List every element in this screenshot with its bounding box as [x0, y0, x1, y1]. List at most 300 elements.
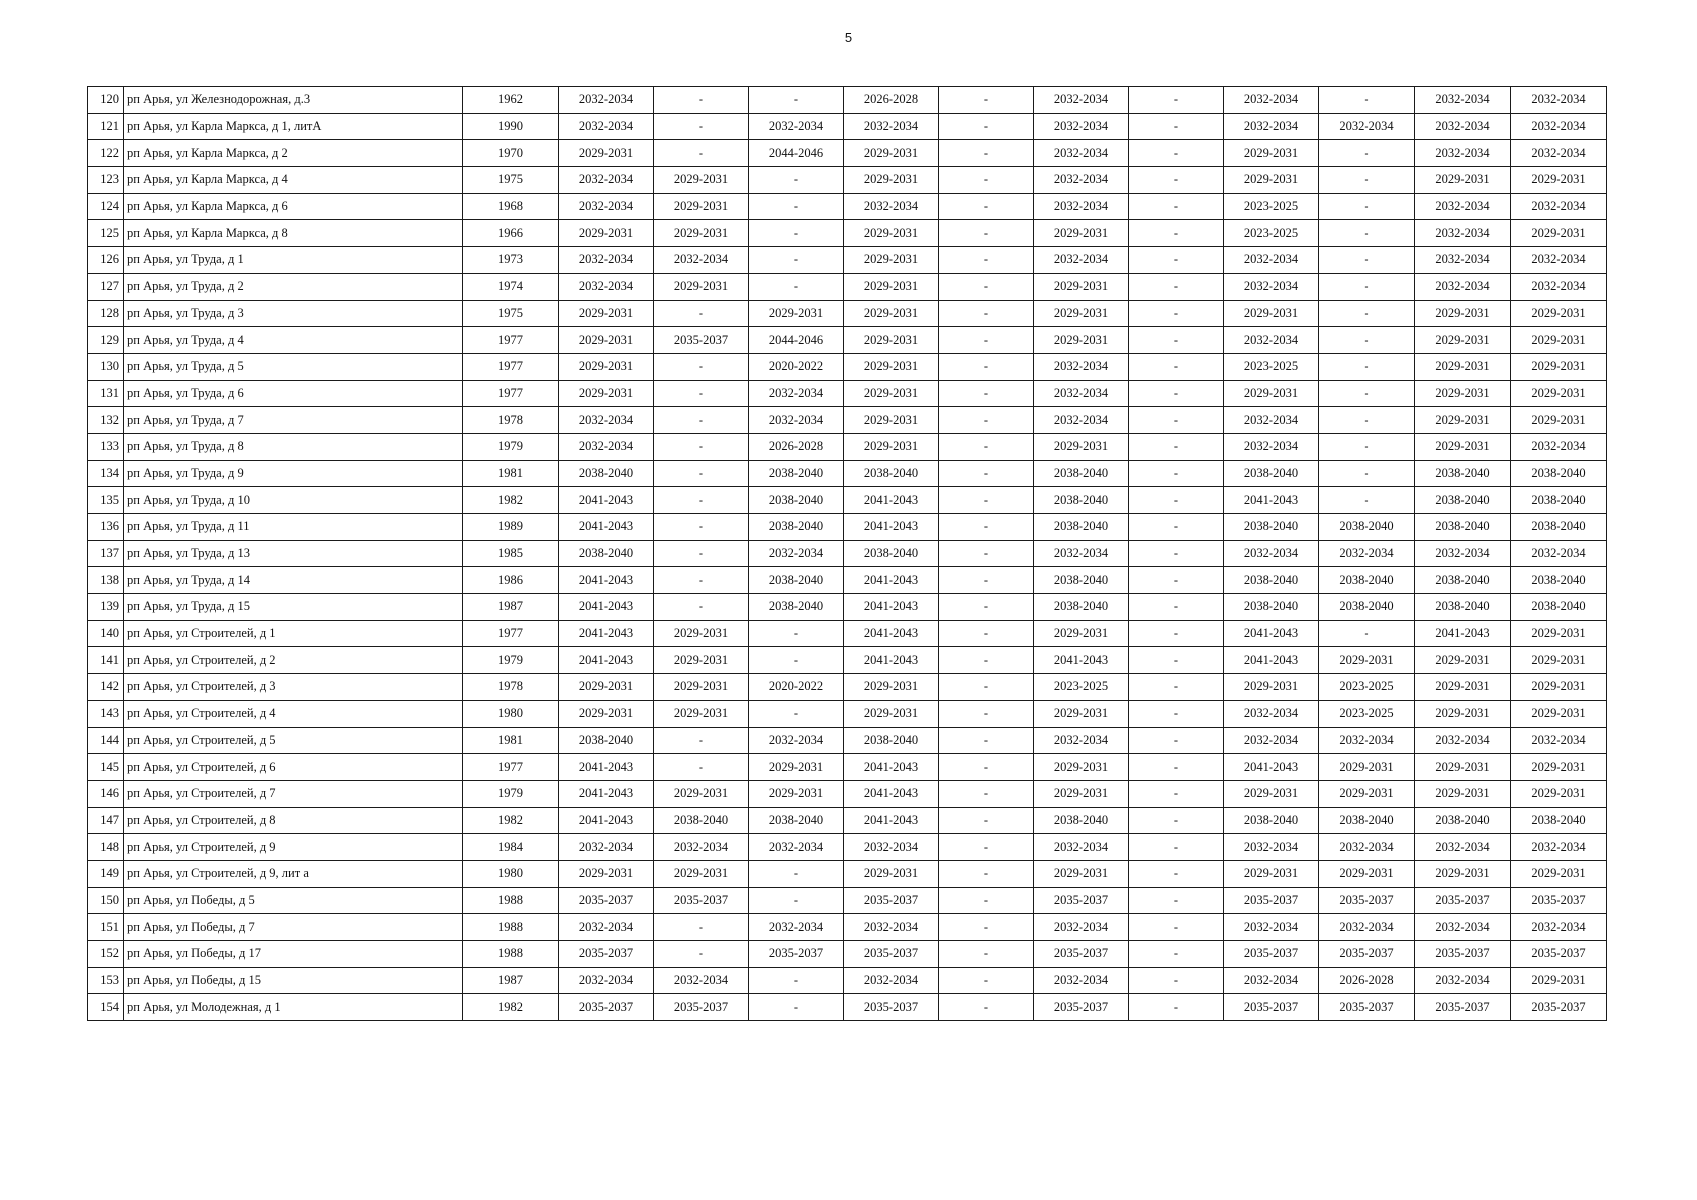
- period-cell: -: [1319, 273, 1415, 300]
- row-number-cell: 153: [88, 967, 124, 994]
- table-row: [88, 540, 1607, 567]
- period-cell: -: [1129, 273, 1224, 300]
- period-cell: 2032-2034: [1415, 273, 1511, 300]
- repair-schedule-table: [87, 86, 1607, 1021]
- period-cell: 2032-2034: [1224, 113, 1319, 140]
- period-cell: -: [1129, 967, 1224, 994]
- address-cell: рп Арья, ул Победы, д 17: [124, 941, 463, 968]
- period-cell: 2023-2025: [1319, 674, 1415, 701]
- address-cell: рп Арья, ул Карла Маркса, д 6: [124, 193, 463, 220]
- period-cell: 2041-2043: [844, 807, 939, 834]
- period-cell: 2029-2031: [844, 433, 939, 460]
- period-cell: 2035-2037: [1415, 887, 1511, 914]
- period-cell: -: [939, 353, 1034, 380]
- address-cell: рп Арья, ул Строителей, д 9: [124, 834, 463, 861]
- period-cell: 2032-2034: [1224, 914, 1319, 941]
- period-cell: 2041-2043: [844, 567, 939, 594]
- period-cell: 2044-2046: [749, 140, 844, 167]
- address-cell: рп Арья, ул Строителей, д 4: [124, 700, 463, 727]
- table-row: [88, 193, 1607, 220]
- table-row: [88, 487, 1607, 514]
- period-cell: 2032-2034: [1034, 140, 1129, 167]
- period-cell: 2029-2031: [654, 860, 749, 887]
- row-number-cell: 133: [88, 433, 124, 460]
- table-row: [88, 327, 1607, 354]
- period-cell: -: [1319, 193, 1415, 220]
- period-cell: -: [654, 140, 749, 167]
- period-cell: 2038-2040: [1415, 487, 1511, 514]
- period-cell: 2029-2031: [559, 353, 654, 380]
- period-cell: -: [939, 754, 1034, 781]
- period-cell: 2029-2031: [749, 780, 844, 807]
- row-number-cell: 145: [88, 754, 124, 781]
- period-cell: -: [939, 780, 1034, 807]
- table-row: [88, 247, 1607, 274]
- period-cell: 2038-2040: [1224, 567, 1319, 594]
- period-cell: 2023-2025: [1319, 700, 1415, 727]
- year-built-cell: 1973: [463, 247, 559, 274]
- period-cell: -: [749, 860, 844, 887]
- period-cell: -: [1319, 327, 1415, 354]
- table-row: [88, 273, 1607, 300]
- period-cell: 2038-2040: [1224, 807, 1319, 834]
- period-cell: 2032-2034: [559, 967, 654, 994]
- year-built-cell: 1975: [463, 167, 559, 194]
- period-cell: 2032-2034: [559, 193, 654, 220]
- period-cell: -: [1129, 167, 1224, 194]
- period-cell: 2032-2034: [749, 914, 844, 941]
- period-cell: 2035-2037: [1319, 887, 1415, 914]
- period-cell: -: [939, 140, 1034, 167]
- table-row: [88, 674, 1607, 701]
- period-cell: 2041-2043: [559, 807, 654, 834]
- period-cell: 2038-2040: [1415, 460, 1511, 487]
- period-cell: -: [1129, 727, 1224, 754]
- row-number-cell: 120: [88, 87, 124, 114]
- period-cell: 2038-2040: [1034, 460, 1129, 487]
- period-cell: 2041-2043: [844, 754, 939, 781]
- period-cell: 2032-2034: [559, 247, 654, 274]
- period-cell: 2032-2034: [559, 834, 654, 861]
- period-cell: 2032-2034: [1511, 727, 1607, 754]
- period-cell: -: [939, 567, 1034, 594]
- page-number: 5: [844, 30, 853, 45]
- year-built-cell: 1978: [463, 674, 559, 701]
- address-cell: рп Арья, ул Труда, д 2: [124, 273, 463, 300]
- period-cell: 2029-2031: [1034, 700, 1129, 727]
- period-cell: 2041-2043: [559, 514, 654, 541]
- period-cell: -: [939, 327, 1034, 354]
- period-cell: 2035-2037: [844, 941, 939, 968]
- period-cell: 2029-2031: [844, 273, 939, 300]
- period-cell: -: [1129, 460, 1224, 487]
- year-built-cell: 1977: [463, 327, 559, 354]
- period-cell: 2029-2031: [844, 327, 939, 354]
- table-row: [88, 460, 1607, 487]
- period-cell: 2029-2031: [1224, 140, 1319, 167]
- period-cell: 2029-2031: [844, 220, 939, 247]
- period-cell: 2029-2031: [1319, 780, 1415, 807]
- period-cell: -: [1129, 433, 1224, 460]
- period-cell: 2029-2031: [1511, 647, 1607, 674]
- period-cell: 2038-2040: [1224, 514, 1319, 541]
- period-cell: 2032-2034: [844, 967, 939, 994]
- period-cell: 2029-2031: [559, 327, 654, 354]
- period-cell: -: [749, 273, 844, 300]
- period-cell: 2038-2040: [749, 514, 844, 541]
- period-cell: 2032-2034: [559, 433, 654, 460]
- period-cell: 2032-2034: [1224, 407, 1319, 434]
- address-cell: рп Арья, ул Карла Маркса, д 1, литА: [124, 113, 463, 140]
- period-cell: 2032-2034: [1415, 220, 1511, 247]
- period-cell: 2029-2031: [559, 380, 654, 407]
- period-cell: 2029-2031: [1415, 167, 1511, 194]
- period-cell: 2032-2034: [1224, 700, 1319, 727]
- table-row: [88, 700, 1607, 727]
- period-cell: 2032-2034: [1034, 87, 1129, 114]
- period-cell: 2035-2037: [1511, 994, 1607, 1021]
- period-cell: 2035-2037: [1415, 994, 1511, 1021]
- period-cell: -: [1129, 887, 1224, 914]
- row-number-cell: 125: [88, 220, 124, 247]
- period-cell: 2029-2031: [654, 193, 749, 220]
- period-cell: 2038-2040: [1319, 514, 1415, 541]
- period-cell: 2026-2028: [749, 433, 844, 460]
- period-cell: 2038-2040: [654, 807, 749, 834]
- period-cell: 2032-2034: [749, 113, 844, 140]
- address-cell: рп Арья, ул Карла Маркса, д 8: [124, 220, 463, 247]
- table-row: [88, 914, 1607, 941]
- period-cell: 2032-2034: [1415, 834, 1511, 861]
- period-cell: 2035-2037: [1224, 994, 1319, 1021]
- period-cell: -: [939, 193, 1034, 220]
- period-cell: 2041-2043: [559, 780, 654, 807]
- row-number-cell: 142: [88, 674, 124, 701]
- period-cell: 2032-2034: [1224, 273, 1319, 300]
- period-cell: 2041-2043: [844, 594, 939, 621]
- address-cell: рп Арья, ул Победы, д 15: [124, 967, 463, 994]
- address-cell: рп Арья, ул Строителей, д 8: [124, 807, 463, 834]
- period-cell: 2026-2028: [1319, 967, 1415, 994]
- period-cell: 2029-2031: [654, 273, 749, 300]
- year-built-cell: 1989: [463, 514, 559, 541]
- period-cell: 2038-2040: [559, 460, 654, 487]
- period-cell: 2029-2031: [654, 647, 749, 674]
- period-cell: 2029-2031: [1511, 754, 1607, 781]
- table-row: [88, 433, 1607, 460]
- year-built-cell: 1977: [463, 353, 559, 380]
- row-number-cell: 128: [88, 300, 124, 327]
- table-row: [88, 620, 1607, 647]
- period-cell: -: [654, 594, 749, 621]
- period-cell: -: [1129, 193, 1224, 220]
- period-cell: 2029-2031: [1319, 647, 1415, 674]
- period-cell: 2032-2034: [1034, 193, 1129, 220]
- period-cell: -: [749, 647, 844, 674]
- row-number-cell: 129: [88, 327, 124, 354]
- period-cell: 2032-2034: [1511, 540, 1607, 567]
- period-cell: -: [1129, 834, 1224, 861]
- row-number-cell: 134: [88, 460, 124, 487]
- period-cell: -: [939, 967, 1034, 994]
- period-cell: 2032-2034: [1224, 247, 1319, 274]
- year-built-cell: 1984: [463, 834, 559, 861]
- table-row: [88, 780, 1607, 807]
- period-cell: -: [939, 700, 1034, 727]
- period-cell: 2032-2034: [559, 113, 654, 140]
- period-cell: -: [1319, 247, 1415, 274]
- address-cell: рп Арья, ул Труда, д 14: [124, 567, 463, 594]
- address-cell: рп Арья, ул Строителей, д 9, лит а: [124, 860, 463, 887]
- table-row: [88, 567, 1607, 594]
- period-cell: 2032-2034: [1511, 113, 1607, 140]
- period-cell: 2038-2040: [749, 594, 844, 621]
- period-cell: 2041-2043: [1224, 620, 1319, 647]
- period-cell: 2032-2034: [1415, 193, 1511, 220]
- period-cell: 2035-2037: [1224, 887, 1319, 914]
- period-cell: -: [939, 300, 1034, 327]
- period-cell: 2032-2034: [1415, 914, 1511, 941]
- year-built-cell: 1962: [463, 87, 559, 114]
- period-cell: 2020-2022: [749, 353, 844, 380]
- period-cell: 2029-2031: [1511, 380, 1607, 407]
- period-cell: 2032-2034: [844, 193, 939, 220]
- period-cell: 2035-2037: [1511, 887, 1607, 914]
- period-cell: 2038-2040: [1034, 487, 1129, 514]
- row-number-cell: 143: [88, 700, 124, 727]
- row-number-cell: 135: [88, 487, 124, 514]
- period-cell: -: [939, 887, 1034, 914]
- period-cell: 2032-2034: [1034, 967, 1129, 994]
- period-cell: 2035-2037: [844, 887, 939, 914]
- period-cell: 2032-2034: [654, 967, 749, 994]
- row-number-cell: 130: [88, 353, 124, 380]
- address-cell: рп Арья, ул Труда, д 11: [124, 514, 463, 541]
- period-cell: -: [939, 167, 1034, 194]
- period-cell: 2029-2031: [1034, 273, 1129, 300]
- period-cell: 2032-2034: [559, 167, 654, 194]
- period-cell: -: [1319, 353, 1415, 380]
- row-number-cell: 131: [88, 380, 124, 407]
- period-cell: -: [939, 647, 1034, 674]
- period-cell: 2038-2040: [559, 727, 654, 754]
- period-cell: 2032-2034: [1319, 914, 1415, 941]
- period-cell: -: [654, 941, 749, 968]
- period-cell: 2038-2040: [1319, 567, 1415, 594]
- period-cell: -: [1129, 914, 1224, 941]
- period-cell: 2032-2034: [1319, 727, 1415, 754]
- period-cell: 2032-2034: [1034, 167, 1129, 194]
- period-cell: 2032-2034: [1415, 140, 1511, 167]
- period-cell: 2035-2037: [559, 941, 654, 968]
- period-cell: -: [1129, 380, 1224, 407]
- year-built-cell: 1977: [463, 754, 559, 781]
- period-cell: 2041-2043: [1415, 620, 1511, 647]
- period-cell: -: [1129, 754, 1224, 781]
- row-number-cell: 148: [88, 834, 124, 861]
- period-cell: -: [1129, 353, 1224, 380]
- period-cell: -: [1319, 433, 1415, 460]
- table-row: [88, 807, 1607, 834]
- period-cell: 2029-2031: [1415, 327, 1511, 354]
- period-cell: -: [1319, 87, 1415, 114]
- period-cell: 2041-2043: [844, 514, 939, 541]
- address-cell: рп Арья, ул Труда, д 3: [124, 300, 463, 327]
- period-cell: 2029-2031: [559, 140, 654, 167]
- period-cell: -: [749, 967, 844, 994]
- period-cell: -: [1129, 87, 1224, 114]
- period-cell: 2032-2034: [1511, 273, 1607, 300]
- period-cell: 2029-2031: [1511, 167, 1607, 194]
- address-cell: рп Арья, ул Строителей, д 6: [124, 754, 463, 781]
- period-cell: 2032-2034: [1034, 353, 1129, 380]
- address-cell: рп Арья, ул Труда, д 5: [124, 353, 463, 380]
- period-cell: 2029-2031: [1415, 754, 1511, 781]
- year-built-cell: 1970: [463, 140, 559, 167]
- period-cell: 2032-2034: [1511, 433, 1607, 460]
- table-row: [88, 167, 1607, 194]
- row-number-cell: 149: [88, 860, 124, 887]
- period-cell: 2032-2034: [1415, 87, 1511, 114]
- period-cell: 2023-2025: [1224, 220, 1319, 247]
- year-built-cell: 1990: [463, 113, 559, 140]
- period-cell: -: [1319, 220, 1415, 247]
- address-cell: рп Арья, ул Труда, д 1: [124, 247, 463, 274]
- period-cell: -: [1129, 113, 1224, 140]
- period-cell: 2029-2031: [1034, 327, 1129, 354]
- period-cell: 2038-2040: [1319, 807, 1415, 834]
- period-cell: 2029-2031: [749, 300, 844, 327]
- period-cell: 2029-2031: [844, 353, 939, 380]
- period-cell: 2041-2043: [844, 780, 939, 807]
- period-cell: 2020-2022: [749, 674, 844, 701]
- period-cell: -: [939, 113, 1034, 140]
- period-cell: 2032-2034: [1511, 914, 1607, 941]
- period-cell: -: [1129, 700, 1224, 727]
- period-cell: 2029-2031: [1224, 780, 1319, 807]
- period-cell: 2032-2034: [559, 273, 654, 300]
- period-cell: 2029-2031: [844, 700, 939, 727]
- period-cell: 2029-2031: [1511, 220, 1607, 247]
- period-cell: -: [1129, 620, 1224, 647]
- period-cell: -: [1319, 407, 1415, 434]
- period-cell: 2038-2040: [1034, 514, 1129, 541]
- period-cell: -: [654, 754, 749, 781]
- period-cell: 2038-2040: [1511, 807, 1607, 834]
- row-number-cell: 127: [88, 273, 124, 300]
- period-cell: 2029-2031: [1415, 407, 1511, 434]
- row-number-cell: 138: [88, 567, 124, 594]
- address-cell: рп Арья, ул Труда, д 7: [124, 407, 463, 434]
- year-built-cell: 1979: [463, 433, 559, 460]
- address-cell: рп Арья, ул Молодежная, д 1: [124, 994, 463, 1021]
- period-cell: -: [654, 300, 749, 327]
- address-cell: рп Арья, ул Труда, д 8: [124, 433, 463, 460]
- period-cell: 2038-2040: [1415, 807, 1511, 834]
- period-cell: 2029-2031: [1511, 407, 1607, 434]
- period-cell: -: [749, 620, 844, 647]
- period-cell: 2038-2040: [1511, 487, 1607, 514]
- period-cell: 2032-2034: [1511, 87, 1607, 114]
- period-cell: 2035-2037: [559, 994, 654, 1021]
- address-cell: рп Арья, ул Труда, д 6: [124, 380, 463, 407]
- period-cell: 2041-2043: [1034, 647, 1129, 674]
- period-cell: -: [749, 193, 844, 220]
- period-cell: 2032-2034: [749, 727, 844, 754]
- period-cell: 2032-2034: [1224, 433, 1319, 460]
- period-cell: 2041-2043: [559, 487, 654, 514]
- period-cell: -: [939, 247, 1034, 274]
- period-cell: 2035-2037: [1319, 941, 1415, 968]
- period-cell: -: [939, 860, 1034, 887]
- year-built-cell: 1981: [463, 460, 559, 487]
- year-built-cell: 1980: [463, 700, 559, 727]
- year-built-cell: 1987: [463, 594, 559, 621]
- period-cell: 2029-2031: [844, 247, 939, 274]
- period-cell: 2035-2037: [844, 994, 939, 1021]
- period-cell: 2038-2040: [1415, 514, 1511, 541]
- period-cell: 2029-2031: [1224, 300, 1319, 327]
- period-cell: 2029-2031: [1511, 300, 1607, 327]
- period-cell: 2032-2034: [1319, 540, 1415, 567]
- period-cell: 2032-2034: [1511, 193, 1607, 220]
- period-cell: 2032-2034: [1511, 834, 1607, 861]
- period-cell: -: [939, 460, 1034, 487]
- table-row: [88, 407, 1607, 434]
- table-row: [88, 754, 1607, 781]
- period-cell: 2029-2031: [749, 754, 844, 781]
- period-cell: -: [1129, 514, 1224, 541]
- period-cell: 2029-2031: [559, 860, 654, 887]
- period-cell: -: [749, 167, 844, 194]
- row-number-cell: 144: [88, 727, 124, 754]
- table-row: [88, 834, 1607, 861]
- period-cell: 2035-2037: [1224, 941, 1319, 968]
- year-built-cell: 1988: [463, 941, 559, 968]
- row-number-cell: 137: [88, 540, 124, 567]
- period-cell: 2029-2031: [844, 860, 939, 887]
- period-cell: -: [939, 87, 1034, 114]
- period-cell: 2035-2037: [749, 941, 844, 968]
- period-cell: -: [939, 620, 1034, 647]
- period-cell: 2038-2040: [749, 807, 844, 834]
- year-built-cell: 1977: [463, 620, 559, 647]
- period-cell: 2032-2034: [1034, 113, 1129, 140]
- period-cell: 2032-2034: [1034, 834, 1129, 861]
- table-row: [88, 647, 1607, 674]
- period-cell: 2032-2034: [1224, 967, 1319, 994]
- period-cell: 2023-2025: [1224, 193, 1319, 220]
- address-cell: рп Арья, ул Железнодорожная, д.3: [124, 87, 463, 114]
- row-number-cell: 136: [88, 514, 124, 541]
- period-cell: 2032-2034: [1224, 727, 1319, 754]
- period-cell: 2032-2034: [844, 834, 939, 861]
- period-cell: 2035-2037: [1034, 994, 1129, 1021]
- period-cell: 2032-2034: [749, 540, 844, 567]
- period-cell: 2032-2034: [559, 914, 654, 941]
- period-cell: 2029-2031: [559, 700, 654, 727]
- period-cell: 2029-2031: [1415, 380, 1511, 407]
- year-built-cell: 1966: [463, 220, 559, 247]
- period-cell: -: [1129, 487, 1224, 514]
- period-cell: -: [654, 914, 749, 941]
- period-cell: -: [939, 994, 1034, 1021]
- period-cell: -: [654, 113, 749, 140]
- period-cell: 2029-2031: [1224, 860, 1319, 887]
- period-cell: 2041-2043: [844, 487, 939, 514]
- period-cell: -: [749, 700, 844, 727]
- period-cell: 2032-2034: [1034, 540, 1129, 567]
